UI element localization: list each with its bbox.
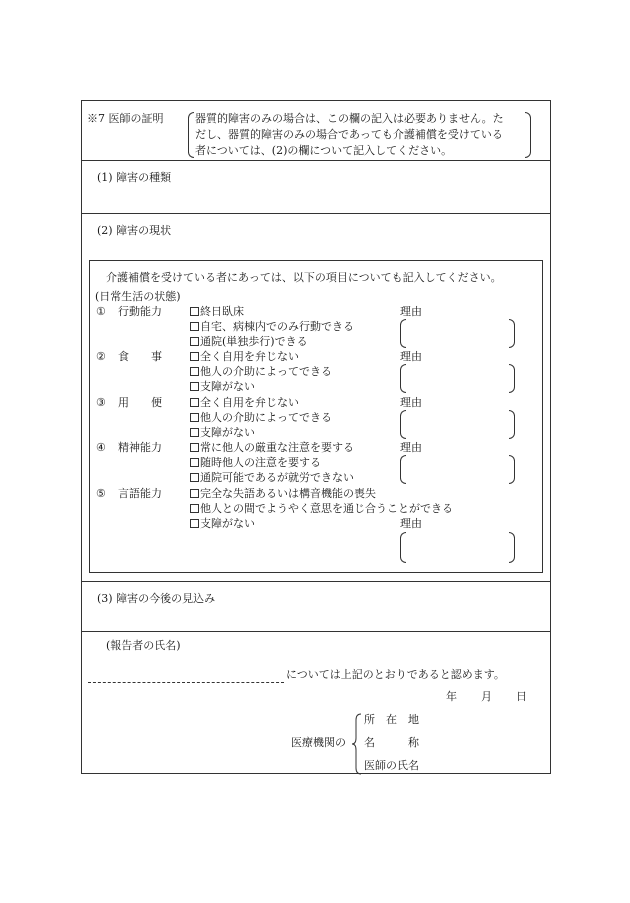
field-doctor-name: 医師の氏名 [364,759,419,772]
sub2-label: (2) 障害の現状 [97,224,172,237]
reason-bracket-left[interactable] [400,364,406,393]
reason-bracket-left[interactable] [400,455,406,484]
note-line-3: 者については、(2)の欄について記入してください。 [195,144,453,157]
sub1-label: (1) 障害の種類 [97,171,172,184]
sub3-label: (3) 障害の今後の見込み [97,592,216,605]
curly-brace-icon [351,712,363,776]
option-checkbox[interactable]: 自宅、病棟内でのみ行動できる [190,320,354,334]
item-name: 言語能力 [118,487,162,500]
checkbox-icon[interactable] [190,322,199,331]
option-checkbox[interactable]: 終日臥床 [190,305,244,319]
note-line-1: 器質的障害のみの場合は、この欄の記入は必要ありません。た [195,112,504,125]
divider-4 [81,631,551,632]
item-number: ⑤ [96,487,106,500]
reason-bracket-right[interactable] [509,455,515,484]
item-number: ③ [96,396,106,409]
item-name: 用 便 [118,396,162,409]
reason-bracket-right[interactable] [509,319,515,348]
item-name: 精神能力 [118,441,162,454]
divider-1 [81,160,551,161]
reason-label: 理由 [400,517,422,530]
option-checkbox[interactable]: 支障がない [190,517,255,531]
checkbox-icon[interactable] [190,428,199,437]
option-checkbox[interactable]: 他人の介助によってできる [190,365,332,379]
date-month: 月 [481,690,492,703]
checkbox-icon[interactable] [190,382,199,391]
checkbox-icon[interactable] [190,473,199,482]
option-checkbox[interactable]: 他人の介助によってできる [190,411,332,425]
note-line-2: だし、器質的障害のみの場合であっても介護補償を受けている [195,128,503,141]
option-checkbox[interactable]: 支障がない [190,426,255,440]
item-number: ④ [96,441,106,454]
reason-bracket-left[interactable] [400,532,406,563]
reporter-label: (報告者の氏名) [106,639,181,652]
reason-label: 理由 [400,441,422,454]
checkbox-icon[interactable] [190,307,199,316]
reason-bracket-right[interactable] [509,532,515,563]
reason-label: 理由 [400,350,422,363]
note-bracket-left [188,112,194,158]
date-day: 日 [516,690,527,703]
item-name: 行動能力 [118,305,162,318]
instruction-text: 介護補償を受けている者にあっては、以下の項目についても記入してください。 [106,271,502,284]
reason-label: 理由 [400,396,422,409]
option-checkbox[interactable]: 完全な失語あるいは構音機能の喪失 [190,487,376,501]
reporter-name-field[interactable] [88,682,284,683]
reason-bracket-right[interactable] [509,364,515,393]
option-checkbox[interactable]: 随時他人の注意を要する [190,456,321,470]
option-checkbox[interactable]: 全く自用を弁じない [190,396,299,410]
divider-3 [81,581,551,582]
option-checkbox[interactable]: 支障がない [190,380,255,394]
field-address: 所 在 地 [364,713,419,726]
checkbox-icon[interactable] [190,443,199,452]
checkbox-icon[interactable] [190,352,199,361]
divider-2 [81,213,551,214]
option-checkbox[interactable]: 他人との間でようやく意思を通じ合うことができる [190,502,453,516]
section7-heading: ※7 医師の証明 [87,112,164,125]
checkbox-icon[interactable] [190,504,199,513]
option-checkbox[interactable]: 全く自用を弁じない [190,350,299,364]
checkbox-icon[interactable] [190,489,199,498]
checkbox-icon[interactable] [190,337,199,346]
checkbox-icon[interactable] [190,367,199,376]
checkbox-icon[interactable] [190,519,199,528]
institution-label: 医療機関の [291,736,346,749]
daily-life-heading: (日常生活の状態) [95,290,181,303]
item-name: 食 事 [118,350,162,363]
confirm-text: については上記のとおりであると認めます。 [286,668,505,681]
reason-bracket-left[interactable] [400,410,406,439]
reason-bracket-right[interactable] [509,410,515,439]
checkbox-icon[interactable] [190,398,199,407]
reason-bracket-left[interactable] [400,319,406,348]
checkbox-icon[interactable] [190,458,199,467]
date-year: 年 [446,690,457,703]
checkbox-icon[interactable] [190,413,199,422]
option-checkbox[interactable]: 通院可能であるが就労できない [190,471,354,485]
item-number: ① [96,305,106,318]
note-bracket-right [525,112,531,158]
item-number: ② [96,350,106,363]
reason-label: 理由 [400,305,422,318]
option-checkbox[interactable]: 常に他人の厳重な注意を要する [190,441,354,455]
option-checkbox[interactable]: 通院(単独歩行)できる [190,335,308,349]
field-name: 名 称 [364,736,419,749]
